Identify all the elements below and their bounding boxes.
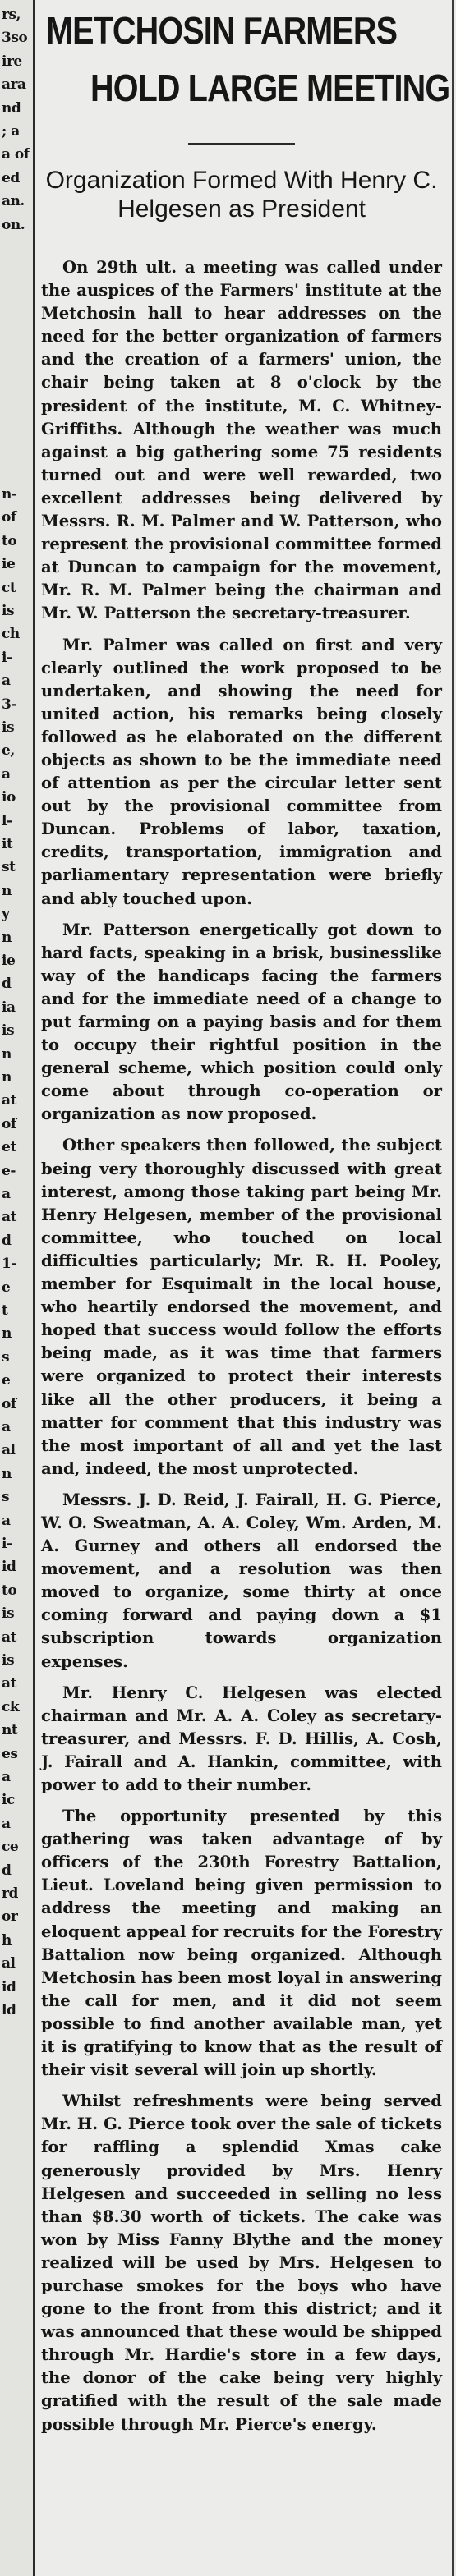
paragraph: Mr. Henry C. Helgesen was elected chairman and Mr. A. A. Coley as secretary-treasurer, and Messrs. F. D. Hillis, A. Cosh, J. Fairall and A. Hankin, committee, with power to add to their number. bbox=[41, 1683, 442, 1794]
fragment-text: ie bbox=[2, 953, 16, 969]
fragment-text: rd bbox=[2, 1885, 18, 1902]
fragment-text: a bbox=[2, 1419, 11, 1435]
fragment-text: of bbox=[2, 1115, 16, 1132]
fragment-text: e- bbox=[2, 1162, 16, 1179]
newspaper-article bbox=[41, 8, 450, 2445]
fragment-text: is bbox=[2, 1605, 15, 1623]
fragment-text: d bbox=[2, 976, 12, 993]
subheadline: Organization Formed With Henry C. Helgesen as President bbox=[45, 167, 438, 223]
headline-line-1: METCHOSIN FARMERS bbox=[46, 9, 398, 52]
fragment-text: d bbox=[2, 1232, 12, 1249]
fragment-text: ara bbox=[2, 76, 26, 94]
fragment-text: of bbox=[2, 509, 16, 526]
headline-divider bbox=[188, 143, 295, 145]
fragment-text: ct bbox=[2, 579, 16, 596]
fragment-text: n bbox=[2, 1045, 12, 1063]
fragment-text: h bbox=[2, 1931, 12, 1949]
fragment-text: et bbox=[2, 1139, 16, 1156]
fragment-text: a bbox=[2, 1815, 11, 1832]
fragment-text: rs, bbox=[2, 7, 21, 23]
fragment-text: ie bbox=[2, 556, 16, 573]
fragment-text: id bbox=[2, 1978, 16, 1995]
adjacent-column-fragment bbox=[0, 0, 35, 2576]
paragraph: Messrs. J. D. Reid, J. Fairall, H. G. Pierce, W. O. Sweatman, A. A. Coley, Wm. Arden, M. A. Gurney and others all endorsed the movement, and a resolution was then moved to organize, some thirty at once coming forward and paying down a $1 subscription towards organization expenses. bbox=[41, 1490, 442, 1671]
paragraph: Mr. Patterson energetically got down to hard facts, speaking in a brisk, businesslike way of the handicaps facing the farmers and for the immediate need of a change to put farming on a paying basis and for them to occupy their rightful position in the general scheme, which position could only come about through co-operation or organization as now proposed. bbox=[41, 920, 442, 1124]
fragment-text: n bbox=[2, 882, 12, 899]
fragment-text: n- bbox=[2, 486, 17, 503]
headline-line-2: HOLD LARGE MEETING bbox=[90, 67, 450, 109]
fragment-text: al bbox=[2, 1442, 16, 1459]
fragment-text: is bbox=[2, 1652, 15, 1669]
article-body bbox=[41, 256, 442, 2436]
fragment-text: ; a bbox=[2, 123, 20, 140]
fragment-text: ia bbox=[2, 999, 16, 1016]
fragment-text: ld bbox=[2, 2002, 16, 2018]
fragment-text: a of bbox=[2, 146, 30, 163]
fragment-text: es bbox=[2, 1745, 18, 1762]
fragment-text: s bbox=[2, 1489, 10, 1506]
fragment-text: ck bbox=[2, 1698, 20, 1715]
paragraph: On 29th ult. a meeting was called under the auspices of the Farmers' institute at the Metchosin hall to hear addresses on the need for the better organization of farmers and the creation of a farmers' union, the chair being taken at 8 o'clock by the president of the institute, M. C. Whitney-Griffiths. Although the weather was much against a big gathering some 75 residents turned out and were well rewarded, two excellent addresses being delivered by Messrs. R. M. Palmer and W. Patterson, who represent the provisional committee formed at Duncan to campaign for the movement, Mr. R. M. Palmer being the chairman and Mr. W. Patterson the secretary-treasurer. bbox=[41, 258, 442, 623]
fragment-text: at bbox=[2, 1675, 16, 1692]
fragment-text: to bbox=[2, 532, 17, 549]
fragment-text: a bbox=[2, 765, 11, 783]
fragment-text: a bbox=[2, 1512, 11, 1529]
paragraph: Other speakers then followed, the subject being very thoroughly discussed with great interest, among those taking part being Mr. Henry Helgesen, member of the provisional committee, who touched on local difficulties particularly; Mr. R. H. Pooley, member for Esquimalt in the local house, who heartily endorsed the movement, and hoped that success would follow the efforts being made, as it was time that farmers were organized to protect their interests like all the other producers, it being a matter for comment that this industry was the most important of all and yet the last and, indeed, the most unprotected. bbox=[41, 1136, 442, 1478]
fragment-text: at bbox=[2, 1628, 16, 1646]
fragment-text: an. bbox=[2, 193, 25, 210]
fragment-text: or bbox=[2, 1908, 18, 1926]
fragment-text: d bbox=[2, 1862, 12, 1879]
fragment-text: n bbox=[2, 1465, 12, 1482]
fragment-text: n bbox=[2, 1325, 12, 1343]
fragment-text: s bbox=[2, 1348, 10, 1366]
fragment-text: l- bbox=[2, 812, 12, 829]
fragment-text: 3- bbox=[2, 696, 16, 713]
fragment-text: i- bbox=[2, 649, 12, 666]
fragment-text: ire bbox=[2, 53, 22, 70]
fragment-text: nt bbox=[2, 1722, 18, 1739]
fragment-text: nd bbox=[2, 99, 21, 117]
fragment-text: e bbox=[2, 1279, 11, 1296]
fragment-text: on. bbox=[2, 216, 25, 233]
fragment-text: ed bbox=[2, 169, 20, 186]
paragraph: Whilst refreshments were being served Mr. H. G. Pierce took over the sale of tickets for raffling a splendid Xmas cake generously provided by Mrs. Henry Helgesen and succeeded in selling no less than $8.30 worth of tickets. The cake was won by Miss Fanny Blythe and the money realized will be used by Mrs. Helgesen to purchase smokes for the boys who have gone to the front from this district; and it was announced that these would be shipped through Mr. Hardie's store in a few days, the donor of the cake being very highly gratified with the result of the sale made possible through Mr. Pierce's energy. bbox=[41, 2092, 442, 2434]
fragment-text: a bbox=[2, 673, 11, 690]
fragment-text: e bbox=[2, 1372, 11, 1389]
fragment-text: at bbox=[2, 1092, 16, 1109]
fragment-text: a bbox=[2, 1186, 11, 1202]
fragment-text: st bbox=[2, 859, 16, 876]
fragment-text: al bbox=[2, 1955, 16, 1972]
fragment-text: io bbox=[2, 789, 16, 806]
fragment-text: e, bbox=[2, 742, 15, 760]
fragment-text: n bbox=[2, 1069, 12, 1086]
fragment-text: y bbox=[2, 906, 10, 923]
fragment-text: it bbox=[2, 836, 13, 852]
paragraph: The opportunity presented by this gathering was taken advantage of by officers of the 230th Forestry Battalion, Lieut. Loveland being given permission to address the meeting and making an eloquent appeal for recruits for the Forestry Battalion now being organized. Although Metchosin has been most loyal in answering the call for men, and it did not seem possible to find another available man, yet it is gratifying to know that as the result of their visit several will join up shortly. bbox=[41, 1807, 442, 2080]
fragment-text: to bbox=[2, 1582, 17, 1599]
fragment-text: a bbox=[2, 1769, 11, 1785]
paragraph: Mr. Palmer was called on first and very clearly outlined the work proposed to be undertaken, and showing the need for united action, his remarks being closely followed as he elaborated on the different objects as shown to be the immediate need of attention as per the circular letter sent out by the provisional committee from Duncan. Problems of labor, taxation, credits, transportation, immigration and parliamentary representation were briefly and ably touched upon. bbox=[41, 635, 442, 908]
fragment-text: i- bbox=[2, 1536, 12, 1552]
fragment-text: 1- bbox=[2, 1256, 16, 1273]
fragment-text: at bbox=[2, 1209, 16, 1226]
fragment-text: ch bbox=[2, 626, 20, 643]
fragment-text: 3so bbox=[2, 30, 28, 47]
fragment-text: of bbox=[2, 1395, 16, 1412]
fragment-text: is bbox=[2, 603, 15, 619]
fragment-text: n bbox=[2, 929, 12, 946]
fragment-text: id bbox=[2, 1559, 16, 1576]
fragment-text: is bbox=[2, 1022, 15, 1040]
fragment-text: ce bbox=[2, 1839, 19, 1856]
column-rule bbox=[452, 0, 454, 2576]
fragment-text: is bbox=[2, 719, 15, 736]
fragment-text: ic bbox=[2, 1792, 15, 1809]
fragment-text: t bbox=[2, 1302, 8, 1319]
